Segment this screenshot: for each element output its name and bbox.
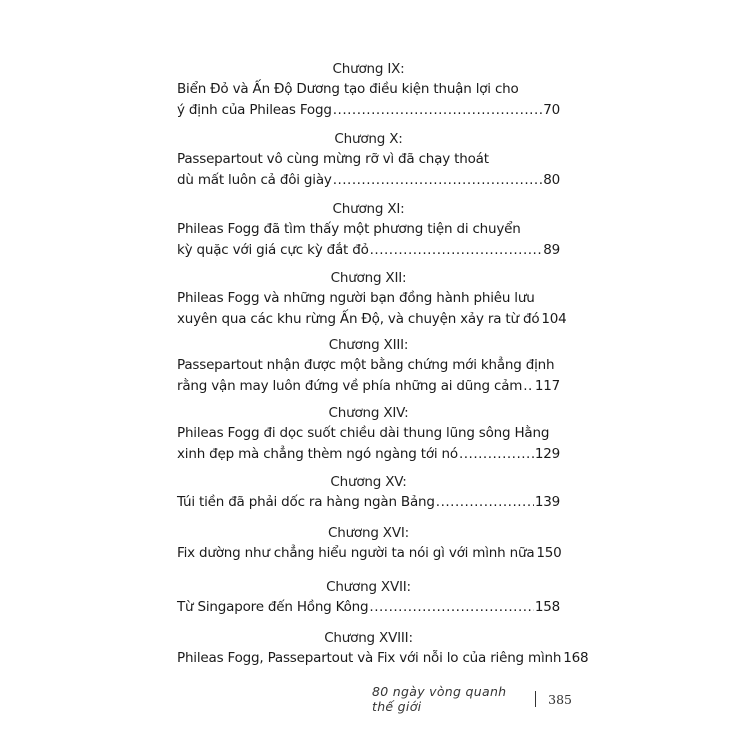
footer-divider: [535, 691, 536, 707]
chapter-title: Chương XVI:: [327, 525, 410, 541]
page-number: 129: [534, 446, 560, 462]
entry-text: xinh đẹp mà chẳng thèm ngó ngàng tới nó: [177, 446, 458, 462]
entry-last-line: [177, 100, 560, 121]
chapter-entry: [177, 219, 560, 261]
chapter-entry: [177, 355, 560, 397]
running-book-title: 80 ngày vòng quanh thế giới: [372, 684, 507, 714]
entry-last-line: [177, 444, 560, 465]
chapter-entry: [177, 423, 560, 465]
dot-leader: [333, 170, 543, 191]
page-number: 104: [541, 311, 567, 327]
chapter-title: Chương XIV:: [328, 405, 409, 421]
chapter-title: Chương XIII:: [328, 337, 409, 353]
toc-chapter-xii: [177, 269, 567, 336]
page-number: 117: [534, 378, 560, 394]
dot-leader: [523, 376, 534, 397]
chapter-entry: [177, 79, 560, 121]
entry-last-line: [177, 376, 560, 397]
entry-text: Túi tiền đã phải dốc ra hàng ngàn Bảng: [177, 494, 435, 510]
chapter-entry: [177, 597, 560, 618]
toc-chapter-xvi: [177, 524, 560, 578]
chapter-title: Chương X:: [334, 131, 403, 147]
entry-last-line: [177, 543, 560, 564]
chapter-entry: [177, 492, 560, 513]
page-footer: [372, 684, 572, 714]
chapter-title: Chương XII:: [330, 270, 407, 286]
entry-last-line: [177, 170, 560, 191]
table-of-contents: [177, 60, 589, 675]
entry-line: Biển Đỏ và Ấn Độ Dương tạo điều kiện thuận lợi cho: [177, 81, 519, 97]
entry-line: Phileas Fogg và những người bạn đồng hành phiêu lưu: [177, 290, 535, 306]
entry-line: Phileas Fogg đi dọc suốt chiều dài thung lũng sông Hằng: [177, 425, 550, 441]
page-number: 139: [534, 494, 560, 510]
entry-line: Passepartout vô cùng mừng rỡ vì đã chạy thoát: [177, 151, 489, 167]
toc-chapter-xiii: [177, 336, 560, 404]
chapter-title: Chương XVII:: [326, 579, 411, 595]
page-number: 158: [534, 599, 560, 615]
chapter-entry: [177, 149, 560, 191]
chapter-title: Chương XV:: [330, 474, 407, 490]
toc-chapter-xi: [177, 200, 560, 269]
entry-last-line: [177, 648, 589, 669]
footer-page-number: 385: [548, 691, 572, 707]
dot-leader: [333, 100, 542, 121]
page-number: 150: [536, 545, 562, 561]
entry-last-line: [177, 309, 567, 330]
dot-leader: [436, 492, 534, 513]
toc-chapter-xv: [177, 473, 560, 524]
chapter-title: Chương XVIII:: [324, 630, 413, 646]
dot-leader: [459, 444, 534, 465]
page-number: 70: [543, 102, 560, 118]
chapter-title: Chương XI:: [332, 201, 405, 217]
entry-text: rằng vận may luôn đứng về phía những ai dũng cảm: [177, 378, 523, 394]
entry-text: Fix dường như chẳng hiểu người ta nói gì với mình nữa: [177, 545, 535, 561]
dot-leader: [370, 240, 543, 261]
entry-text: Từ Singapore đến Hồng Kông: [177, 599, 369, 615]
dot-leader: [369, 597, 533, 618]
toc-chapter-xiv: [177, 404, 560, 473]
entry-text: ý định của Phileas Fogg: [177, 102, 332, 118]
toc-chapter-x: [177, 130, 560, 200]
entry-last-line: [177, 597, 560, 618]
entry-text: kỳ quặc với giá cực kỳ đắt đỏ: [177, 242, 369, 258]
chapter-entry: [177, 288, 567, 330]
entry-text: dù mất luôn cả đôi giày: [177, 172, 332, 188]
entry-text: Phileas Fogg, Passepartout và Fix với nỗi lo của riêng mình: [177, 650, 562, 666]
page-number: 168: [563, 650, 589, 666]
page-number: 80: [543, 172, 560, 188]
toc-chapter-ix: [177, 60, 560, 130]
entry-line: Phileas Fogg đã tìm thấy một phương tiện di chuyển: [177, 221, 521, 237]
entry-line: Passepartout nhận được một bằng chứng mới khẳng định: [177, 357, 555, 373]
page-number: 89: [543, 242, 560, 258]
chapter-entry: [177, 648, 589, 669]
entry-text: xuyên qua các khu rừng Ấn Độ, và chuyện xảy ra từ đó: [177, 311, 540, 327]
toc-chapter-xvii: [177, 578, 560, 629]
toc-chapter-xviii: [177, 629, 589, 675]
chapter-entry: [177, 543, 560, 564]
entry-last-line: [177, 240, 560, 261]
chapter-title: Chương IX:: [332, 61, 405, 77]
entry-last-line: [177, 492, 560, 513]
